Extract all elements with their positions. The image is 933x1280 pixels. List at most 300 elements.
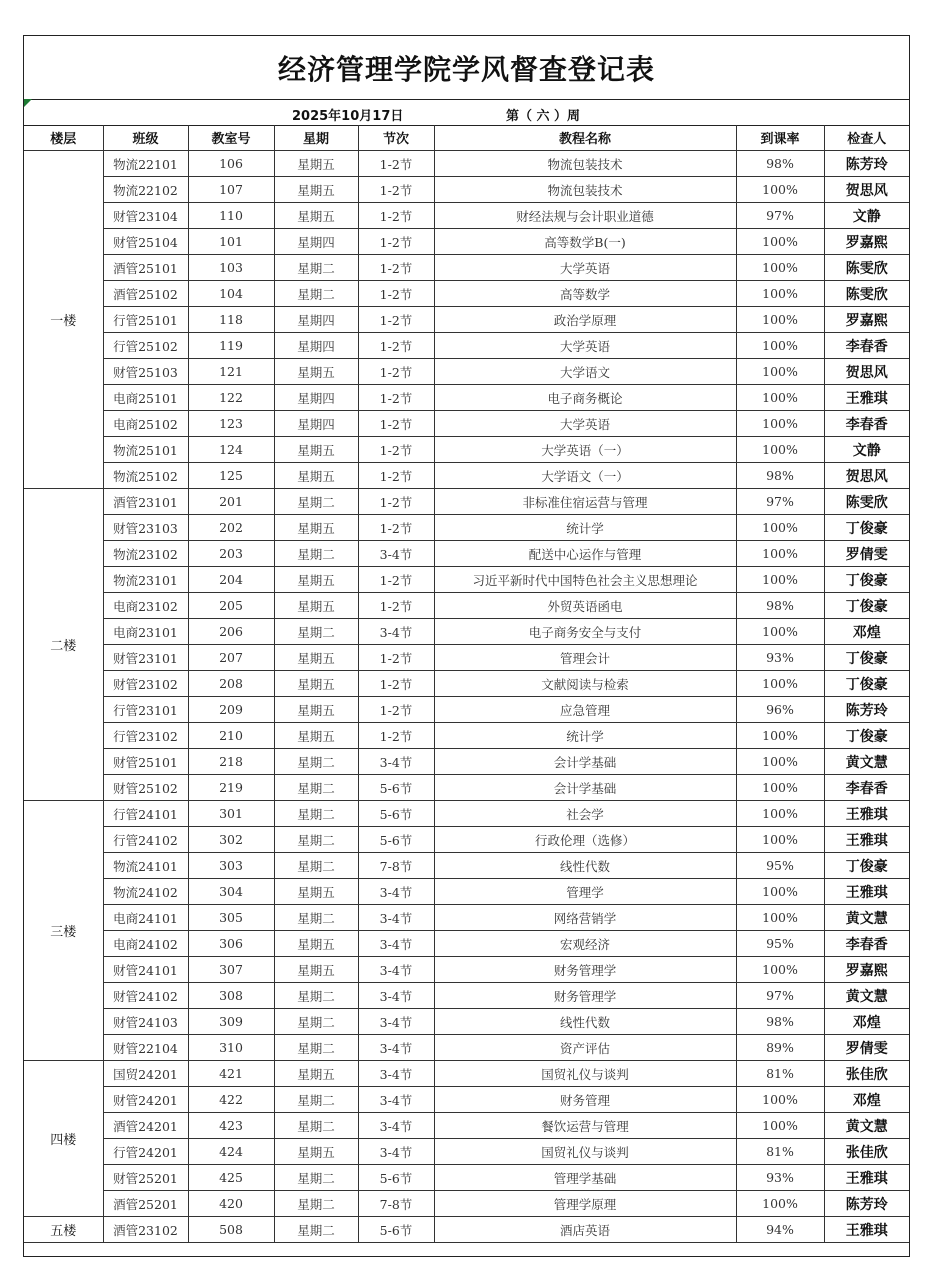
room-cell: 508: [188, 1217, 274, 1243]
table-row: [24, 1113, 909, 1139]
table-row: [24, 957, 909, 983]
header-period: 节次: [358, 125, 434, 151]
table-row: [24, 541, 909, 567]
weekday-cell: 星期五: [274, 1139, 358, 1165]
period-cell: 3-4节: [358, 619, 434, 645]
table-row: [24, 567, 909, 593]
class-cell: 行管24101: [103, 801, 188, 827]
course-cell: 管理学: [434, 879, 736, 905]
class-cell: 行管25101: [103, 307, 188, 333]
course-cell: 高等数学B(一): [434, 229, 736, 255]
inspector-cell: 邓煌: [824, 1087, 909, 1113]
period-cell: 5-6节: [358, 827, 434, 853]
attendance-cell: 98%: [736, 463, 824, 489]
inspector-cell: 罗嘉熙: [824, 307, 909, 333]
attendance-cell: 100%: [736, 879, 824, 905]
attendance-cell: 97%: [736, 983, 824, 1009]
course-cell: 国贸礼仪与谈判: [434, 1061, 736, 1087]
course-cell: 统计学: [434, 723, 736, 749]
period-cell: 5-6节: [358, 801, 434, 827]
class-cell: 财管24201: [103, 1087, 188, 1113]
inspector-cell: 王雅琪: [824, 801, 909, 827]
inspector-cell: 李春香: [824, 931, 909, 957]
period-cell: 3-4节: [358, 983, 434, 1009]
class-cell: 酒管24201: [103, 1113, 188, 1139]
inspector-cell: 陈芳玲: [824, 151, 909, 177]
weekday-cell: 星期五: [274, 437, 358, 463]
weekday-cell: 星期二: [274, 489, 358, 515]
period-cell: 1-2节: [358, 593, 434, 619]
table-row: [24, 515, 909, 541]
room-cell: 205: [188, 593, 274, 619]
attendance-cell: 100%: [736, 177, 824, 203]
room-cell: 107: [188, 177, 274, 203]
weekday-cell: 星期五: [274, 697, 358, 723]
inspector-cell: 黄文慧: [824, 749, 909, 775]
inspector-cell: 丁俊豪: [824, 567, 909, 593]
weekday-cell: 星期二: [274, 1035, 358, 1061]
weekday-cell: 星期五: [274, 671, 358, 697]
class-cell: 行管23102: [103, 723, 188, 749]
attendance-cell: 100%: [736, 541, 824, 567]
weekday-cell: 星期五: [274, 177, 358, 203]
course-cell: 线性代数: [434, 853, 736, 879]
table-row: [24, 1139, 909, 1165]
weekday-cell: 星期五: [274, 645, 358, 671]
attendance-cell: 100%: [736, 255, 824, 281]
course-cell: 物流包装技术: [434, 151, 736, 177]
class-cell: 酒管25102: [103, 281, 188, 307]
inspector-cell: 黄文慧: [824, 1113, 909, 1139]
class-cell: 财管23103: [103, 515, 188, 541]
class-cell: 行管25102: [103, 333, 188, 359]
course-cell: 政治学原理: [434, 307, 736, 333]
room-cell: 122: [188, 385, 274, 411]
inspector-cell: 王雅琪: [824, 879, 909, 905]
period-cell: 3-4节: [358, 931, 434, 957]
inspector-cell: 李春香: [824, 775, 909, 801]
period-cell: 1-2节: [358, 203, 434, 229]
weekday-cell: 星期五: [274, 463, 358, 489]
sheet-title: 经济管理学院学风督查登记表: [24, 36, 909, 100]
attendance-cell: 100%: [736, 801, 824, 827]
inspector-cell: 王雅琪: [824, 385, 909, 411]
attendance-cell: 100%: [736, 1113, 824, 1139]
table-row: [24, 905, 909, 931]
table-row: [24, 645, 909, 671]
weekday-cell: 星期二: [274, 749, 358, 775]
inspector-cell: 丁俊豪: [824, 853, 909, 879]
attendance-cell: 98%: [736, 151, 824, 177]
table-row: [24, 1165, 909, 1191]
period-cell: 3-4节: [358, 1061, 434, 1087]
course-cell: 物流包装技术: [434, 177, 736, 203]
room-cell: 423: [188, 1113, 274, 1139]
period-cell: 3-4节: [358, 541, 434, 567]
room-cell: 206: [188, 619, 274, 645]
attendance-cell: 100%: [736, 281, 824, 307]
weekday-cell: 星期五: [274, 879, 358, 905]
weekday-cell: 星期二: [274, 1191, 358, 1217]
class-cell: 电商24101: [103, 905, 188, 931]
table-row: [24, 723, 909, 749]
inspector-cell: 陈雯欣: [824, 489, 909, 515]
course-cell: 大学语文: [434, 359, 736, 385]
class-cell: 电商24102: [103, 931, 188, 957]
weekday-cell: 星期四: [274, 411, 358, 437]
attendance-cell: 93%: [736, 645, 824, 671]
period-cell: 1-2节: [358, 177, 434, 203]
header-class: 班级: [103, 125, 188, 151]
course-cell: 电子商务安全与支付: [434, 619, 736, 645]
inspector-cell: 丁俊豪: [824, 671, 909, 697]
course-cell: 管理会计: [434, 645, 736, 671]
room-cell: 124: [188, 437, 274, 463]
course-cell: 行政伦理（选修）: [434, 827, 736, 853]
weekday-cell: 星期五: [274, 151, 358, 177]
period-cell: 1-2节: [358, 723, 434, 749]
table-row: [24, 619, 909, 645]
class-cell: 行管23101: [103, 697, 188, 723]
header-inspector: 检查人: [824, 125, 909, 151]
room-cell: 219: [188, 775, 274, 801]
table-row: [24, 671, 909, 697]
attendance-cell: 100%: [736, 723, 824, 749]
weekday-cell: 星期二: [274, 905, 358, 931]
period-cell: 1-2节: [358, 359, 434, 385]
class-cell: 酒管25101: [103, 255, 188, 281]
inspector-cell: 邓煌: [824, 1009, 909, 1035]
header-weekday: 星期: [274, 125, 358, 151]
inspector-cell: 文静: [824, 437, 909, 463]
room-cell: 118: [188, 307, 274, 333]
weekday-cell: 星期二: [274, 255, 358, 281]
inspector-cell: 罗倩雯: [824, 541, 909, 567]
room-cell: 301: [188, 801, 274, 827]
floor-cell: 三楼: [24, 801, 103, 1061]
table-header-row: [24, 125, 909, 151]
course-cell: 统计学: [434, 515, 736, 541]
room-cell: 421: [188, 1061, 274, 1087]
attendance-cell: 97%: [736, 203, 824, 229]
room-cell: 104: [188, 281, 274, 307]
inspector-cell: 丁俊豪: [824, 593, 909, 619]
course-cell: 大学英语: [434, 411, 736, 437]
table-row: [24, 1087, 909, 1113]
inspection-table: [24, 125, 909, 1243]
room-cell: 203: [188, 541, 274, 567]
period-cell: 1-2节: [358, 567, 434, 593]
period-cell: 1-2节: [358, 255, 434, 281]
inspector-cell: 王雅琪: [824, 1217, 909, 1243]
attendance-cell: 100%: [736, 515, 824, 541]
weekday-cell: 星期二: [274, 541, 358, 567]
attendance-cell: 100%: [736, 827, 824, 853]
table-row: [24, 983, 909, 1009]
inspector-cell: 王雅琪: [824, 827, 909, 853]
course-cell: 管理学原理: [434, 1191, 736, 1217]
period-cell: 3-4节: [358, 957, 434, 983]
period-cell: 3-4节: [358, 879, 434, 905]
period-cell: 3-4节: [358, 1009, 434, 1035]
course-cell: 财务管理学: [434, 983, 736, 1009]
room-cell: 121: [188, 359, 274, 385]
weekday-cell: 星期四: [274, 229, 358, 255]
weekday-cell: 星期四: [274, 307, 358, 333]
class-cell: 酒管25201: [103, 1191, 188, 1217]
room-cell: 307: [188, 957, 274, 983]
period-cell: 3-4节: [358, 1035, 434, 1061]
weekday-cell: 星期五: [274, 931, 358, 957]
course-cell: 网络营销学: [434, 905, 736, 931]
room-cell: 309: [188, 1009, 274, 1035]
attendance-cell: 81%: [736, 1139, 824, 1165]
attendance-cell: 97%: [736, 489, 824, 515]
table-row: [24, 411, 909, 437]
header-room: 教室号: [188, 125, 274, 151]
course-cell: 财经法规与会计职业道德: [434, 203, 736, 229]
table-row: [24, 229, 909, 255]
course-cell: 文献阅读与检索: [434, 671, 736, 697]
period-cell: 3-4节: [358, 905, 434, 931]
period-cell: 1-2节: [358, 411, 434, 437]
room-cell: 202: [188, 515, 274, 541]
class-cell: 财管22104: [103, 1035, 188, 1061]
class-cell: 财管25201: [103, 1165, 188, 1191]
attendance-cell: 100%: [736, 1087, 824, 1113]
class-cell: 物流23102: [103, 541, 188, 567]
inspector-cell: 丁俊豪: [824, 645, 909, 671]
course-cell: 宏观经济: [434, 931, 736, 957]
course-cell: 会计学基础: [434, 749, 736, 775]
floor-cell: 二楼: [24, 489, 103, 801]
table-row: [24, 1035, 909, 1061]
class-cell: 物流22101: [103, 151, 188, 177]
room-cell: 425: [188, 1165, 274, 1191]
period-cell: 3-4节: [358, 749, 434, 775]
inspection-date: 2025年10月17日: [292, 109, 404, 124]
attendance-cell: 100%: [736, 437, 824, 463]
weekday-cell: 星期五: [274, 957, 358, 983]
class-cell: 酒管23102: [103, 1217, 188, 1243]
table-row: [24, 463, 909, 489]
period-cell: 3-4节: [358, 1113, 434, 1139]
class-cell: 电商23102: [103, 593, 188, 619]
course-cell: 酒店英语: [434, 1217, 736, 1243]
attendance-cell: 100%: [736, 359, 824, 385]
attendance-cell: 95%: [736, 853, 824, 879]
inspector-cell: 陈雯欣: [824, 255, 909, 281]
period-cell: 7-8节: [358, 1191, 434, 1217]
weekday-cell: 星期二: [274, 619, 358, 645]
class-cell: 财管25101: [103, 749, 188, 775]
period-cell: 1-2节: [358, 463, 434, 489]
attendance-cell: 100%: [736, 905, 824, 931]
table-row: [24, 1191, 909, 1217]
room-cell: 101: [188, 229, 274, 255]
weekday-cell: 星期五: [274, 567, 358, 593]
course-cell: 大学英语: [434, 255, 736, 281]
class-cell: 财管24101: [103, 957, 188, 983]
attendance-cell: 93%: [736, 1165, 824, 1191]
class-cell: 国贸24201: [103, 1061, 188, 1087]
room-cell: 103: [188, 255, 274, 281]
course-cell: 管理学基础: [434, 1165, 736, 1191]
class-cell: 财管23101: [103, 645, 188, 671]
attendance-cell: 100%: [736, 619, 824, 645]
period-cell: 1-2节: [358, 307, 434, 333]
period-cell: 7-8节: [358, 853, 434, 879]
table-row: [24, 203, 909, 229]
weekday-cell: 星期二: [274, 827, 358, 853]
course-cell: 应急管理: [434, 697, 736, 723]
table-row: [24, 333, 909, 359]
weekday-cell: 星期二: [274, 801, 358, 827]
weekday-cell: 星期二: [274, 775, 358, 801]
attendance-cell: 100%: [736, 307, 824, 333]
inspector-cell: 邓煌: [824, 619, 909, 645]
class-cell: 电商23101: [103, 619, 188, 645]
inspector-cell: 张佳欣: [824, 1061, 909, 1087]
course-cell: 习近平新时代中国特色社会主义思想理论: [434, 567, 736, 593]
inspector-cell: 王雅琪: [824, 1165, 909, 1191]
period-cell: 1-2节: [358, 697, 434, 723]
course-cell: 电子商务概论: [434, 385, 736, 411]
table-row: [24, 853, 909, 879]
inspector-cell: 罗倩雯: [824, 1035, 909, 1061]
inspector-cell: 陈芳玲: [824, 697, 909, 723]
table-row: [24, 437, 909, 463]
course-cell: 非标准住宿运营与管理: [434, 489, 736, 515]
weekday-cell: 星期二: [274, 983, 358, 1009]
attendance-cell: 100%: [736, 411, 824, 437]
weekday-cell: 星期四: [274, 333, 358, 359]
table-row: [24, 359, 909, 385]
class-cell: 行管24102: [103, 827, 188, 853]
room-cell: 125: [188, 463, 274, 489]
class-cell: 财管25103: [103, 359, 188, 385]
room-cell: 218: [188, 749, 274, 775]
period-cell: 5-6节: [358, 1165, 434, 1191]
table-row: [24, 489, 909, 515]
attendance-cell: 100%: [736, 957, 824, 983]
class-cell: 物流24101: [103, 853, 188, 879]
inspector-cell: 黄文慧: [824, 983, 909, 1009]
period-cell: 5-6节: [358, 1217, 434, 1243]
course-cell: 国贸礼仪与谈判: [434, 1139, 736, 1165]
room-cell: 123: [188, 411, 274, 437]
weekday-cell: 星期五: [274, 723, 358, 749]
period-cell: 1-2节: [358, 151, 434, 177]
room-cell: 422: [188, 1087, 274, 1113]
table-row: [24, 827, 909, 853]
inspector-cell: 黄文慧: [824, 905, 909, 931]
inspector-cell: 李春香: [824, 333, 909, 359]
attendance-cell: 100%: [736, 333, 824, 359]
inspector-cell: 陈芳玲: [824, 1191, 909, 1217]
table-row: [24, 1009, 909, 1035]
table-row: [24, 385, 909, 411]
table-row: [24, 281, 909, 307]
attendance-cell: 100%: [736, 385, 824, 411]
inspector-cell: 贺思风: [824, 177, 909, 203]
table-row: [24, 151, 909, 177]
class-cell: 财管25104: [103, 229, 188, 255]
table-row: [24, 775, 909, 801]
inspector-cell: 罗嘉熙: [824, 229, 909, 255]
weekday-cell: 星期二: [274, 1087, 358, 1113]
date-row: [24, 100, 909, 126]
period-cell: 1-2节: [358, 333, 434, 359]
table-row: [24, 749, 909, 775]
room-cell: 110: [188, 203, 274, 229]
class-cell: 酒管23101: [103, 489, 188, 515]
attendance-cell: 98%: [736, 593, 824, 619]
attendance-cell: 100%: [736, 567, 824, 593]
period-cell: 5-6节: [358, 775, 434, 801]
period-cell: 1-2节: [358, 281, 434, 307]
table-row: [24, 697, 909, 723]
class-cell: 财管24102: [103, 983, 188, 1009]
header-attendance: 到课率: [736, 125, 824, 151]
class-cell: 财管23102: [103, 671, 188, 697]
weekday-cell: 星期五: [274, 359, 358, 385]
period-cell: 3-4节: [358, 1139, 434, 1165]
room-cell: 424: [188, 1139, 274, 1165]
room-cell: 310: [188, 1035, 274, 1061]
room-cell: 303: [188, 853, 274, 879]
room-cell: 308: [188, 983, 274, 1009]
weekday-cell: 星期五: [274, 1061, 358, 1087]
weekday-cell: 星期五: [274, 203, 358, 229]
attendance-cell: 89%: [736, 1035, 824, 1061]
class-cell: 财管23104: [103, 203, 188, 229]
attendance-cell: 100%: [736, 671, 824, 697]
table-row: [24, 307, 909, 333]
table-row: [24, 1217, 909, 1243]
table-row: [24, 255, 909, 281]
period-cell: 1-2节: [358, 645, 434, 671]
week-number: 第（ 六 ）周: [506, 109, 581, 124]
inspector-cell: 贺思风: [824, 359, 909, 385]
table-row: [24, 177, 909, 203]
inspector-cell: 李春香: [824, 411, 909, 437]
period-cell: 1-2节: [358, 489, 434, 515]
weekday-cell: 星期二: [274, 1217, 358, 1243]
room-cell: 306: [188, 931, 274, 957]
inspector-cell: 文静: [824, 203, 909, 229]
course-cell: 大学英语（一）: [434, 437, 736, 463]
header-course: 教程名称: [434, 125, 736, 151]
room-cell: 210: [188, 723, 274, 749]
table-row: [24, 801, 909, 827]
inspector-cell: 罗嘉熙: [824, 957, 909, 983]
course-cell: 财务管理: [434, 1087, 736, 1113]
class-cell: 物流25102: [103, 463, 188, 489]
attendance-cell: 94%: [736, 1217, 824, 1243]
attendance-cell: 100%: [736, 229, 824, 255]
floor-cell: 一楼: [24, 151, 103, 489]
attendance-cell: 81%: [736, 1061, 824, 1087]
period-cell: 1-2节: [358, 437, 434, 463]
course-cell: 财务管理学: [434, 957, 736, 983]
table-row: [24, 879, 909, 905]
room-cell: 302: [188, 827, 274, 853]
inspector-cell: 陈雯欣: [824, 281, 909, 307]
course-cell: 资产评估: [434, 1035, 736, 1061]
room-cell: 208: [188, 671, 274, 697]
weekday-cell: 星期二: [274, 1009, 358, 1035]
